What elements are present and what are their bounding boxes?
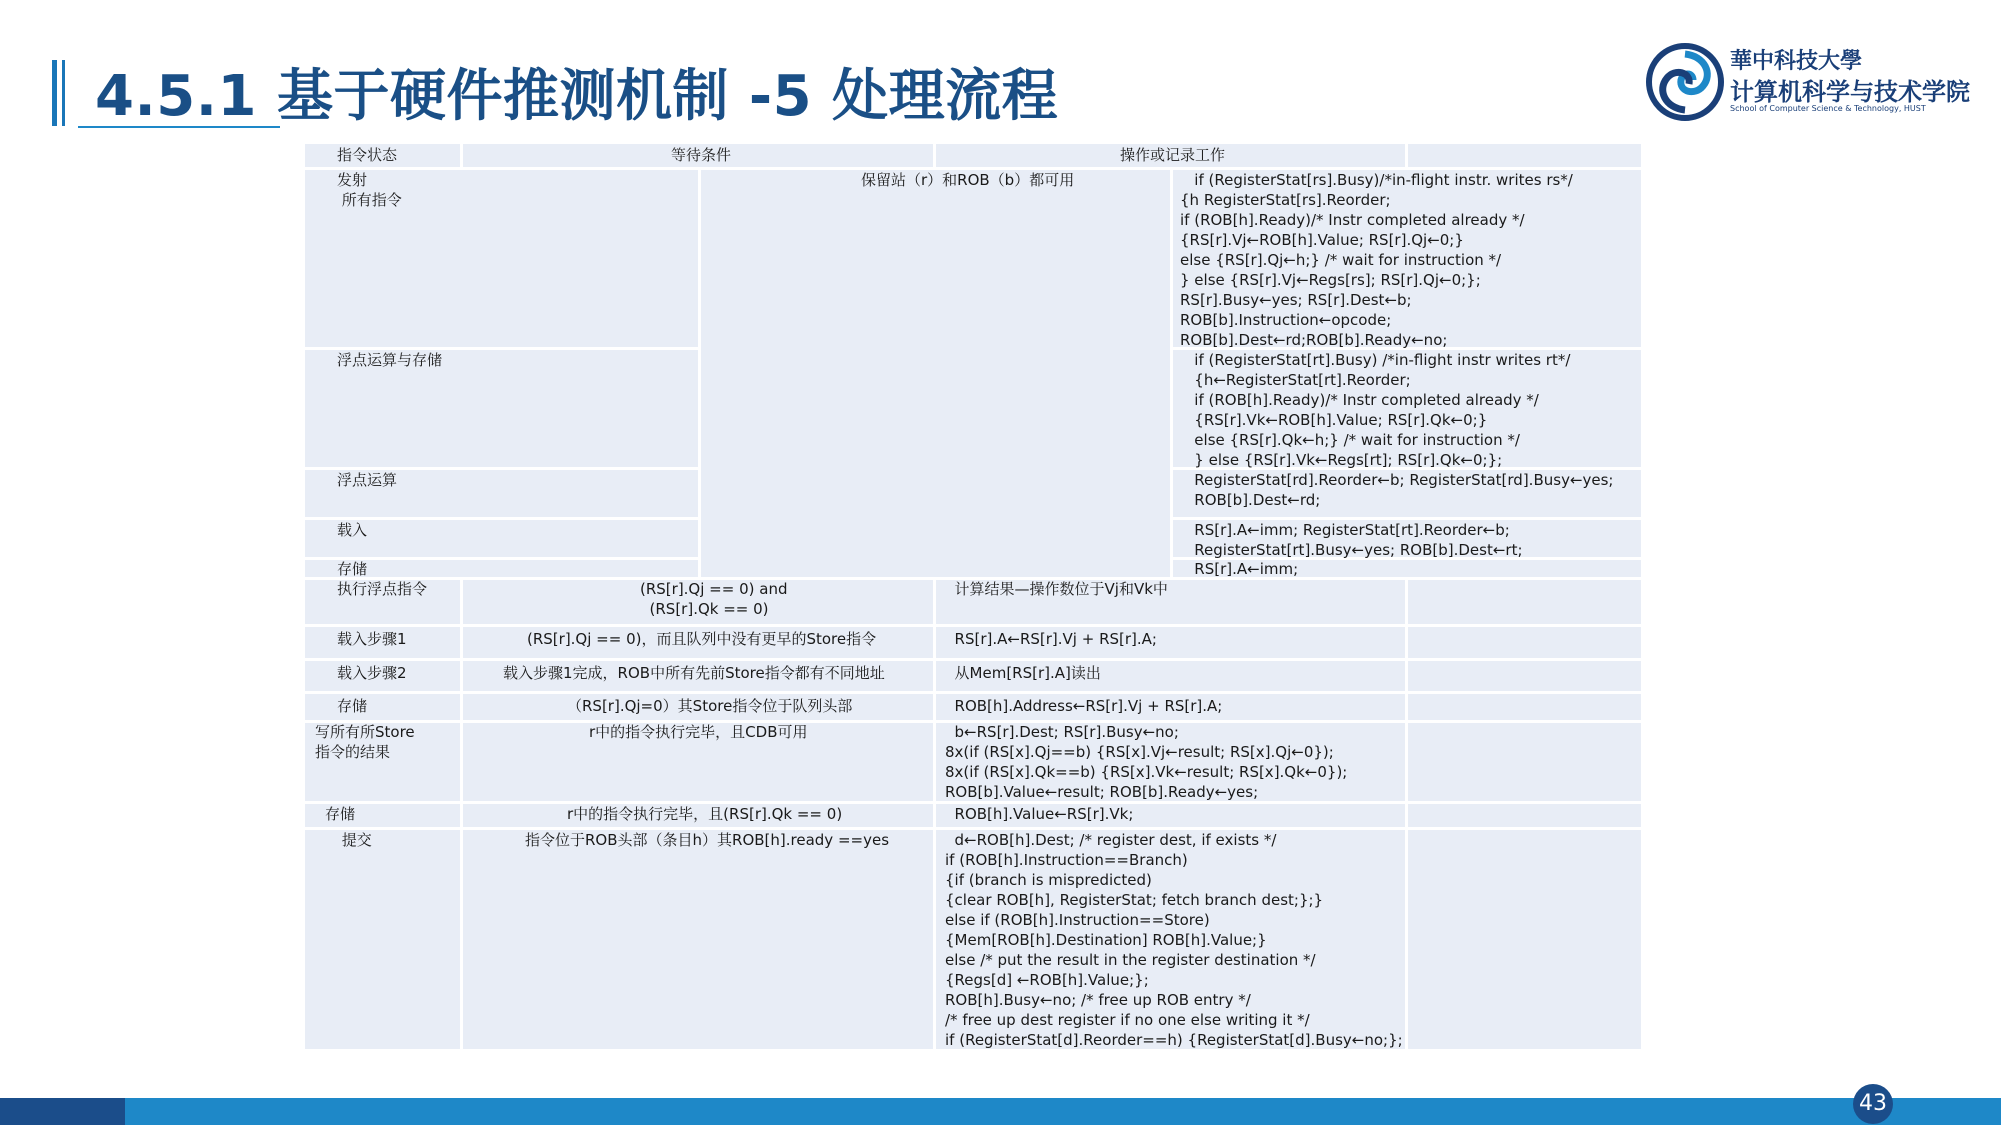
fp-store-op: if (RegisterStat[rt].Busy) /*in-flight instr writes rt*/ {h←RegisterStat[rt].Reorder; if (ROB[h].Ready)/* Instr completed already */ {RS[r].Vk←ROB[h].Value; RS[r].Qk←0;} else {RS[r].Qk←h;} /* wait for instruction */ } else {RS[r].Vk←Regs[rt]; RS[r].Qk←0;}; [1194,351,1571,469]
university-name-cn: 華中科技大學 [1730,48,1863,74]
row-operation: RS[r].A←RS[r].Vj + RS[r].A; [945,630,1157,648]
row-condition: (RS[r].Qj == 0)，而且队列中没有更早的Store指令 [527,630,877,648]
store-op: RS[r].A←imm; [1180,560,1299,578]
row-label: 存储 [337,697,368,715]
slide-title: 4.5.1 基于硬件推测机制 -5 处理流程 [95,64,1059,129]
university-emblem-icon [1645,42,1725,122]
footer-bar-dark [0,1098,125,1125]
row-operation: ROB[h].Address←RS[r].Vj + RS[r].A; [945,697,1223,715]
store-label: 存储 [337,560,368,578]
row-condition: r中的指令执行完毕，且(RS[r].Qk == 0) [567,805,843,823]
row-condition: 载入步骤1完成，ROB中所有先前Store指令都有不同地址 [503,664,885,682]
header-condition: 等待条件 [671,146,732,164]
header-status: 指令状态 [337,146,398,164]
table-divider [1170,167,1173,577]
row-label: 存储 [325,805,356,823]
row-label: 载入步骤1 [337,630,407,648]
row-condition: （RS[r].Qj=0）其Store指令位于队列头部 [567,697,853,715]
title-decoration-bar-2 [62,60,65,126]
row-label: 载入步骤2 [337,664,407,682]
row-operation: 计算结果—操作数位于Vj和Vk中 [945,580,1168,598]
table-divider [933,577,936,1049]
row-operation: d←ROB[h].Dest; /* register dest, if exists */ if (ROB[h].Instruction==Branch) {if (branch is mispredicted) {clear ROB[h], RegisterStat; fetch branch dest;};} else if (ROB[h].Instruction==Store) {Mem[ROB[h].Destination] ROB[h].Value;} else /* put the result in the register destination */ {Regs[d] ←ROB[h].Value;}; ROB[h].Busy←no; /* free up ROB entry */ /* free up dest register if no one else writing it */ if (RegisterStat[d].Reorder==h) {RegisterStat[d].Busy←no;}; [945,831,1403,1049]
issue-condition: 保留站（r）和ROB（b）都可用 [861,171,1075,189]
row-condition: r中的指令执行完毕，且CDB可用 [589,723,808,741]
row-label: 提交 [337,831,372,849]
table-divider [460,577,463,1049]
row-operation: ROB[h].Value←RS[r].Vk; [945,805,1134,823]
load-op: RS[r].A←imm; RegisterStat[rt].Reorder←b; RegisterStat[rt].Busy←yes; ROB[b].Dest←rt; [1194,521,1523,559]
row-operation: 从Mem[RS[r].A]读出 [945,664,1101,682]
issue-label: 发射 [337,171,368,189]
table-divider [1405,144,1408,167]
table-divider [933,144,936,167]
table-divider [460,144,463,167]
university-logo [1645,42,1970,122]
table-divider [1405,577,1408,1049]
row-condition: (RS[r].Qj == 0) and (RS[r].Qk == 0) [640,580,788,618]
table-divider [698,167,701,577]
row-condition: 指令位于ROB头部（条目h）其ROB[h].ready ==yes [525,831,890,849]
fp-store-label: 浮点运算与存储 [337,351,443,369]
footer-bar [125,1098,2001,1125]
page-number: 43 [1853,1084,1893,1124]
row-label: 写所有所Store 指令的结果 [315,723,415,761]
fp-label: 浮点运算 [337,471,398,489]
load-label: 载入 [337,521,368,539]
header-operation: 操作或记录工作 [1120,146,1226,164]
table-divider [305,658,1641,661]
school-name-cn: 计算机科学与技术学院 [1730,78,1970,106]
process-table [305,144,1641,1049]
school-name-en: School of Computer Science & Technology, HUST [1730,104,1926,113]
title-decoration-bar [52,60,57,126]
table-divider [305,624,1641,627]
issue-all-op: if (RegisterStat[rs].Busy)/*in-flight instr. writes rs*/ {h RegisterStat[rs].Reorder; if (ROB[h].Ready)/* Instr completed already */ {RS[r].Vj←ROB[h].Value; RS[r].Qj←0;} else {RS[r].Qj←h;} /* wait for instruction */ } else {RS[r].Vj←Regs[rs]; RS[r].Qj←0;}; RS[r].Busy←yes; RS[r].Dest←b; ROB[b].Instruction←opcode; ROB[b].Dest←rd;ROB[b].Ready←no; [1180,171,1573,349]
fp-op: RegisterStat[rd].Reorder←b; RegisterStat[rd].Busy←yes; ROB[b].Dest←rd; [1194,471,1614,509]
issue-sublabel: 所有指令 [337,191,402,209]
table-divider [305,691,1641,694]
row-label: 执行浮点指令 [337,580,428,598]
row-operation: b←RS[r].Dest; RS[r].Busy←no; 8x(if (RS[x].Qj==b) {RS[x].Vj←result; RS[x].Qj←0}); 8x(if (RS[x].Qk==b) {RS[x].Vk←result; RS[x].Qk←0}); ROB[b].Value←result; ROB[b].Ready←yes; [945,723,1348,801]
